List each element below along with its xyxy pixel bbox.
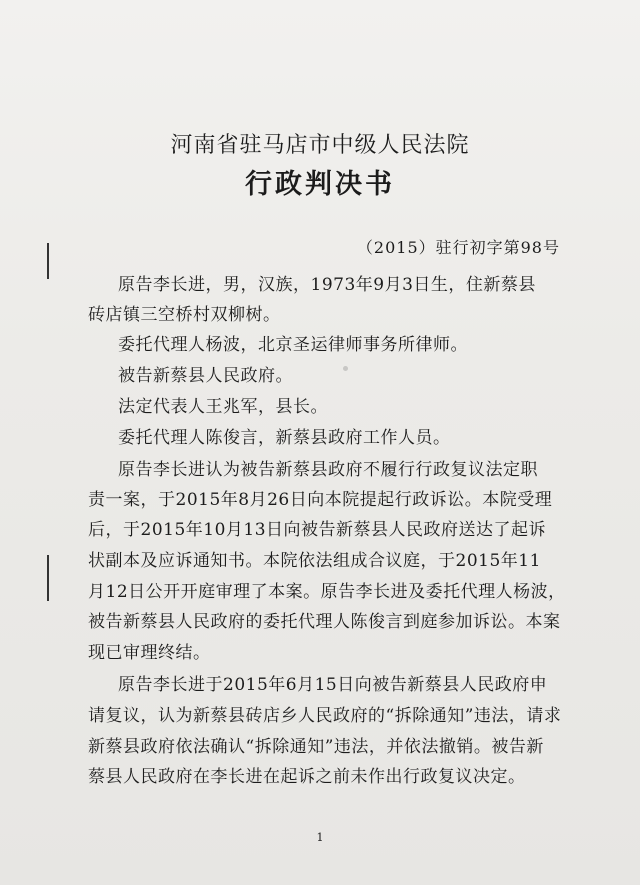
body-line: 法定代表人王兆军，县长。 — [118, 397, 328, 417]
body-line: 月12日公开开庭审理了本案。原告李长进及委托代理人杨波， — [88, 582, 566, 602]
body-line: 后，于2015年10月13日向被告新蔡县人民政府送达了起诉 — [88, 520, 547, 540]
body-line: 蔡县人民政府在李长进在起诉之前未作出行政复议决定。 — [88, 767, 526, 787]
body-line: 原告李长进于2015年6月15日向被告新蔡县人民政府申 — [118, 675, 548, 695]
body-line: 委托代理人陈俊言，新蔡县政府工作人员。 — [118, 428, 451, 448]
page-number: 1 — [316, 831, 324, 844]
case-number: （2015）驻行初字第98号 — [356, 238, 560, 257]
body-line: 现已审理终结。 — [88, 643, 211, 663]
body-line: 被告新蔡县人民政府。 — [118, 366, 293, 386]
body-line: 新蔡县政府依法确认“拆除通知”违法，并依法撤销。被告新 — [88, 737, 544, 757]
body-line: 请复议，认为新蔡县砖店乡人民政府的“拆除通知”违法，请求 — [88, 706, 562, 726]
margin-mark-top — [47, 243, 49, 279]
document-title: 行政判决书 — [245, 169, 395, 200]
margin-mark-bottom — [47, 555, 49, 601]
body-line: 状副本及应诉通知书。本院依法组成合议庭，于2015年11 — [88, 551, 541, 571]
body-line: 被告新蔡县人民政府的委托代理人陈俊言到庭参加诉讼。本案 — [88, 612, 561, 632]
body-line: 委托代理人杨波，北京圣运律师事务所律师。 — [118, 335, 468, 355]
body-line: 责一案，于2015年8月26日向本院提起行政诉讼。本院受理 — [88, 490, 553, 510]
body-line: 砖店镇三空桥村双柳树。 — [88, 305, 281, 325]
paper-spot — [343, 366, 348, 371]
body-line: 原告李长进认为被告新蔡县政府不履行行政复议法定职 — [118, 460, 538, 480]
court-name: 河南省驻马店市中级人民法院 — [170, 133, 470, 158]
body-line: 原告李长进，男，汉族，1973年9月3日生，住新蔡县 — [118, 275, 536, 295]
